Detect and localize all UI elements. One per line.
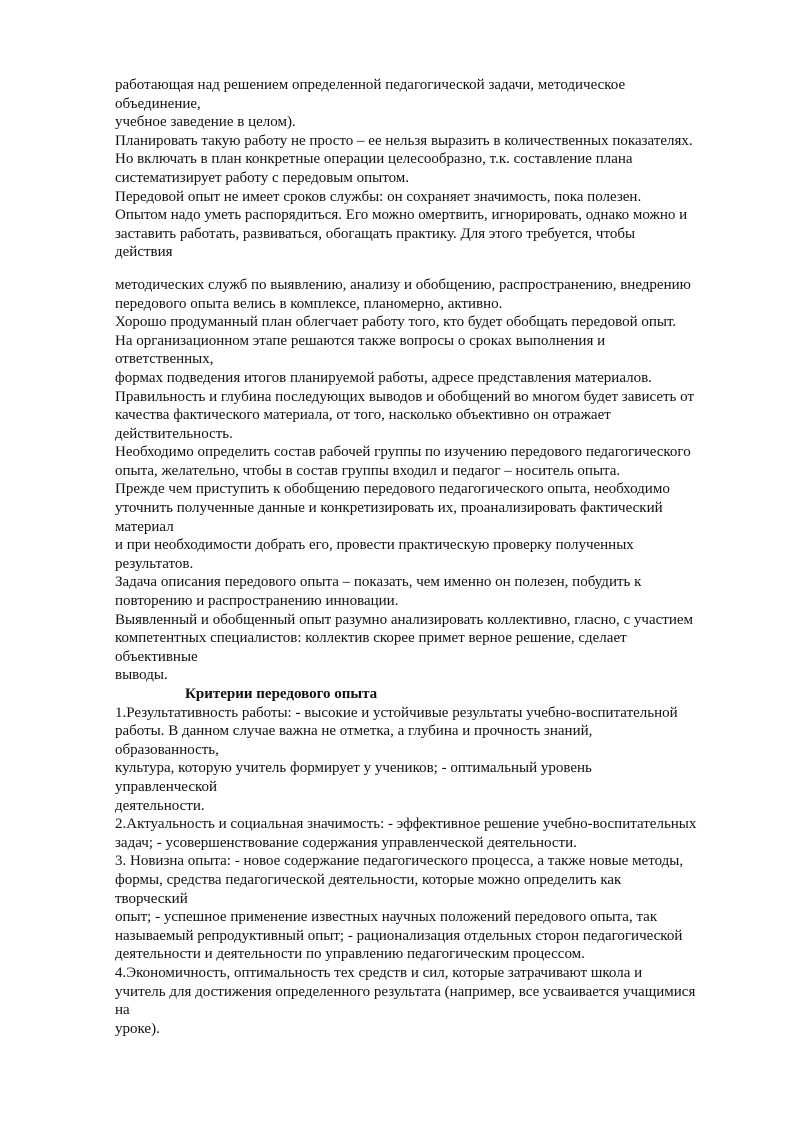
text-line: компетентных специалистов: коллектив скорее примет верное решение, сделает [115, 630, 627, 647]
text-line: ответственных, [115, 351, 214, 368]
paragraph-block-middle [115, 276, 755, 685]
text-line: на [115, 1002, 130, 1019]
text-line: Опытом надо уметь распорядиться. Его можно омертвить, игнорировать, однако можно и [115, 207, 688, 224]
text-line: формы, средства педагогической деятельности, которые можно определить как [115, 871, 622, 888]
text-line: 3. Новизна опыта: - новое содержание педагогического процесса, а также новые методы, [115, 853, 684, 870]
criteria-list [115, 704, 755, 1039]
text-line: Задача описания передового опыта – показать, чем именно он полезен, побудить к [115, 574, 642, 591]
text-line: передового опыта велись в комплексе, планомерно, активно. [115, 295, 503, 312]
text-line: работы. В данном случае важна не отметка, а глубина и прочность знаний, [115, 723, 593, 740]
text-line: выводы. [115, 667, 168, 684]
text-line: Но включать в план конкретные операции целесообразно, т.к. составление плана [115, 151, 633, 168]
text-line: действительность. [115, 425, 233, 442]
text-line: Передовой опыт не имеет сроков службы: он сохраняет значимость, пока полезен. [115, 188, 642, 205]
text-line: деятельности и деятельности по управлению педагогическим процессом. [115, 946, 585, 963]
text-line: называемый репродуктивный опыт; - рационализация отдельных сторон педагогической [115, 927, 683, 944]
text-line: На организационном этапе решаются также вопросы о сроках выполнения и [115, 332, 606, 349]
text-line: формах подведения итогов планируемой работы, адресе представления материалов. [115, 369, 652, 386]
text-line: уточнить полученные данные и конкретизировать их, проанализировать фактический [115, 500, 663, 517]
text-line: опыта, желательно, чтобы в состав группы входил и педагог – носитель опыта. [115, 462, 621, 479]
text-line: уроке). [115, 1020, 160, 1037]
document-page [115, 76, 755, 1038]
text-line: качества фактического материала, от того, насколько объективно он отражает [115, 407, 611, 424]
text-line: повторению и распространению инновации. [115, 593, 399, 610]
paragraph-gap [115, 262, 755, 276]
text-line: Планировать такую работу не просто – ее нельзя выразить в количественных показателях. [115, 132, 693, 149]
text-line: Хорошо продуманный план облегчает работу того, кто будет обобщать передовой опыт. [115, 314, 677, 331]
text-line: творческий [115, 890, 188, 907]
text-line: Необходимо определить состав рабочей группы по изучению передового педагогического [115, 444, 691, 461]
text-line: материал [115, 518, 174, 535]
text-line: объединение, [115, 95, 201, 112]
text-line: образованность, [115, 741, 219, 758]
text-line: работающая над решением определенной педагогической задачи, методическое [115, 77, 626, 93]
text-line: Прежде чем приступить к обобщению передового педагогического опыта, необходимо [115, 481, 670, 498]
text-line: 4.Экономичность, оптимальность тех средств и сил, которые затрачивают школа и [115, 964, 643, 981]
text-line: 1.Результативность работы: - высокие и устойчивые результаты учебно-воспитательной [115, 704, 678, 721]
paragraph-block-top [115, 76, 755, 262]
text-line: деятельности. [115, 797, 205, 814]
text-line: заставить работать, развиваться, обогащать практику. Для этого требуется, чтобы [115, 225, 636, 242]
text-line: управленческой [115, 778, 218, 795]
section-heading: Критерии передового опыта [185, 686, 378, 702]
text-line: опыт; - успешное применение известных научных положений передового опыта, так [115, 909, 658, 926]
text-line: учебное заведение в целом). [115, 114, 296, 131]
text-line: Выявленный и обобщенный опыт разумно анализировать коллективно, гласно, с участием [115, 611, 694, 628]
text-line: Правильность и глубина последующих выводов и обобщений во многом будет зависеть от [115, 388, 694, 405]
text-line: систематизирует работу с передовым опытом. [115, 169, 410, 186]
text-line: и при необходимости добрать его, провести практическую проверку полученных [115, 537, 634, 554]
text-line: результатов. [115, 555, 194, 572]
text-line: 2.Актуальность и социальная значимость: - эффективное решение учебно-воспитательных [115, 816, 697, 833]
text-line: культура, которую учитель формирует у учеников; - оптимальный уровень [115, 760, 592, 777]
text-line: действия [115, 244, 173, 261]
text-line: учитель для достижения определенного результата (например, все усваивается учащимися [115, 983, 696, 1000]
text-line: задач; - усовершенствование содержания управленческой деятельности. [115, 834, 577, 851]
text-line: методических служб по выявлению, анализу и обобщению, распространению, внедрению [115, 276, 691, 293]
text-line: объективные [115, 648, 198, 665]
